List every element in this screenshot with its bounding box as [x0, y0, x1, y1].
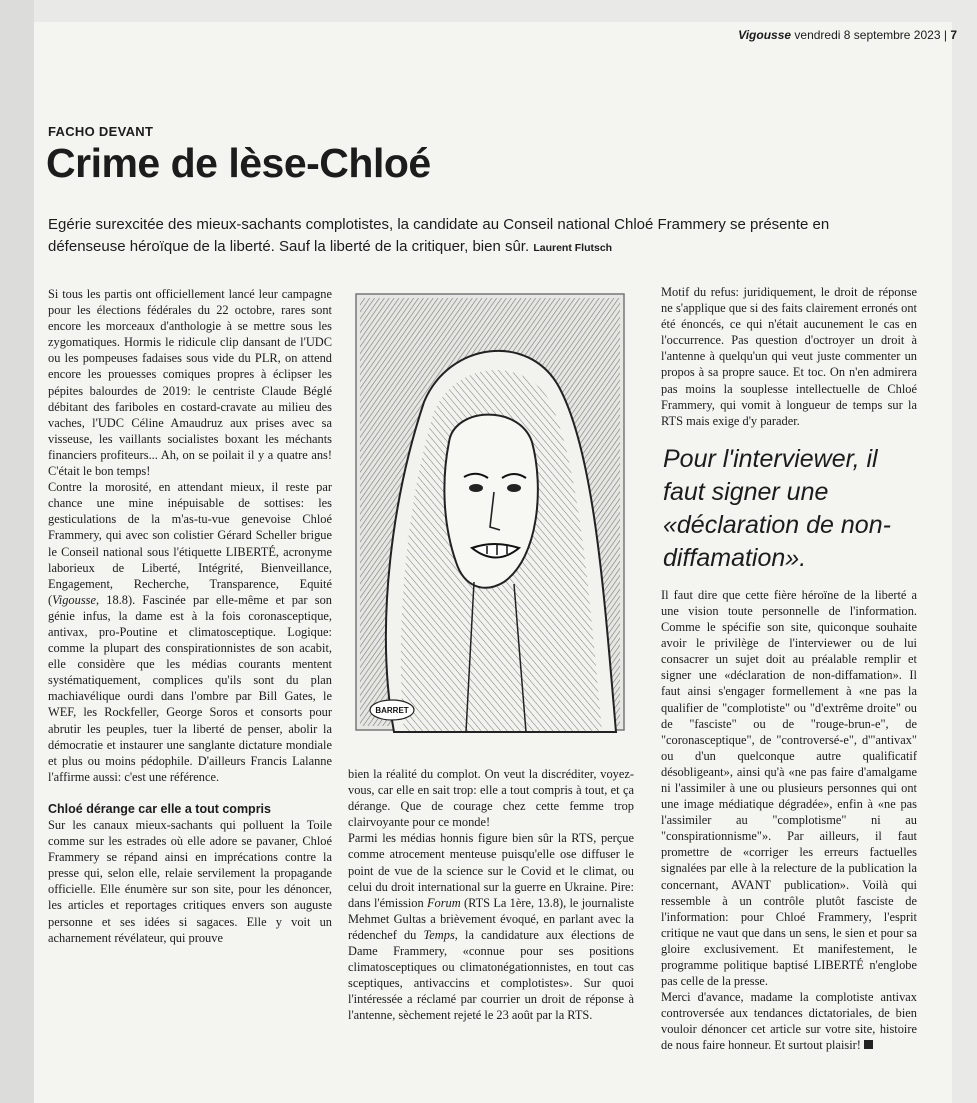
article-title: Crime de lèse-Chloé — [46, 140, 431, 186]
text-run: Contre la morosité, en attendant mieux, il reste par chance une mine inépuisable de sottises: les gesticulations de la m'as-tu-vue genevoise Chloé Frammery, qui avec son colistier Gérard Scheller brigue le Conseil national sous l'étiquette LIBERTÉ, acronyme laborieux de Liberté, Intégrité, Bienveillance, Engagement, Recherche, Transparence, Equité ( — [48, 480, 332, 607]
paragraph — [661, 989, 917, 1053]
issue-date: vendredi 8 septembre 2023 — [794, 28, 941, 42]
paragraph: Si tous les partis ont officiellement lancé leur campagne pour les élections fédérales du 22 octobre, rares sont encore les morceaux d'anthologie à se mettre sous les zygomatiques. Hormis le ridicule clip dansant de l'UDC ou les pompeuses fadaises sous vide du PLR, on attend encore les prouesses comiques propres à éclipser les pépites balourdes de 2019: le centriste Claude Béglé débitant des fariboles en costard-cravate au milieu des vaches, l'UDC Céline Amaudruz aux prises avec sa visseuse, les vaillants socialistes boxant les méchants financiers profiteurs... Ah, on se poilait il y a quatre ans! C'était le bon temps! — [48, 287, 332, 479]
paragraph: Sur les canaux mieux-sachants qui polluent la Toile comme sur les estrades où elle adore se pavaner, Chloé Frammery se répand ainsi en imprécations contre la presse qui, selon elle, relaie servilement la propagande officielle. Elle énumère sur son site, pour les dénoncer, les articles et reportages critiques envers son auguste personne et ses idées si sagaces. Elle y voit un acharnement révélateur, qui prouve — [48, 818, 332, 945]
newspaper-name: Temps — [423, 927, 455, 942]
publication-ref: Vigousse — [52, 592, 96, 607]
text-run: , la candidature aux élections de Dame Frammery, «connue pour ses positions climatosceptiques ou climatonégationnistes, en tout cas sceptiques, antivaccins et complotistes». Sur quoi l'intéressée a réclamé par courrier un droit de réponse à l'antenne, sèchement rejeté le 23 août par la RTS. — [348, 927, 634, 1023]
program-name: Forum — [426, 895, 461, 910]
paragraph: Motif du refus: juridiquement, le droit de réponse ne s'applique que si des faits clairement erronés ont été énoncés, ce qui n'était aucunement le cas en l'occurrence. Pas question d'octroyer un droit à l'antenne à quelqu'un qui veut juste commenter un propos à sa propre sauce. Et toc. On n'en admirera pas moins la souplesse intellectuelle de Chloé Frammery, qui vomit à longueur de temps sur la RTS mais exige d'y parader. — [661, 285, 917, 428]
paragraph — [348, 830, 634, 1023]
dek-text: Egérie surexcitée des mieux-sachants complotistes, la candidate au Conseil national Chloé Frammery se présente en défenseuse héroïque de la liberté. Sauf la liberté de la critiquer, bien sûr. — [48, 216, 830, 255]
scan-edge — [0, 0, 34, 1103]
portrait-illustration — [354, 292, 626, 736]
text-run: Merci d'avance, madame la complotiste antivax controversée aux tendances dictatoriales, de bien vouloir dénoncer cet article sur votre site, histoire de nous faire honneur. Et surtout plaisir! — [661, 990, 917, 1053]
article-kicker: FACHO DEVANT — [48, 124, 154, 139]
folio-separator: | — [943, 28, 947, 42]
paragraph: Il faut dire que cette fière héroïne de la liberté a une vision toute personnelle de l'information. Comme le spécifie son site, quiconque souhaite avoir le privilège de l'interviewer ou de lui consacrer un sujet doit au préalable remplir et signer une «déclaration de non-diffamation». Il faut ainsi s'engager formellement à «ne pas la qualifier de "complotiste" ou "d'extrême droite" ou de "fasciste" ou de "rouge-brun-e", de "coronasceptique", de "controversé-e", d'"antivax" ou d'un quelconque autre qualificatif désobligeant», ainsi qu'à «ne pas faire d'amalgame ni l'assimiler à une ou plusieurs personnes qui ont une image médiatique dégradée», enfin à «ne pas l'assimiler au "complotisme" ni au "conspirationnisme"». Par ailleurs, il faut promettre de «corriger les erreurs factuelles signalées par elle à la relecture de la publication la concernant, AVANT publication». Voilà qui ressemble à un contrôle plutôt fasciste de l'information: pour Chloé Frammery, l'esprit critique ne vaut que dans un sens, le sien et pour sa gloire exclusivement. Et manifestement, le programme politique baptisé LIBERTÉ n'englobe pas celle de la presse. — [661, 587, 917, 989]
text-run: Parmi les médias honnis figure bien sûr la RTS, perçue comme atrocement menteuse puisqu'elle ose diffuser le point de vue de la science sur le Covid et le climat, ou celui du droit international sur la guerre en Ukraine. Pire: dans l'émission — [348, 831, 634, 910]
section-subhead: Chloé dérange car elle a tout compris — [48, 801, 271, 816]
text-run: (RTS La 1ère, 13.8), le journaliste Mehmet Gultas a brièvement évoqué, en parlant avec la rédenchef du — [348, 895, 634, 942]
column-3 — [661, 284, 917, 1054]
paragraph — [48, 479, 332, 785]
page-folio — [738, 28, 957, 42]
pull-quote: Pour l'interviewer, il faut signer une «déclaration de non-diffamation». — [663, 444, 891, 572]
article-author: Laurent Flutsch — [533, 242, 613, 254]
illustrator-signature: BARRET — [375, 706, 409, 715]
column-1 — [48, 286, 332, 946]
paragraph: bien la réalité du complot. On veut la discréditer, voyez-vous, car elle en sait trop: elle a tout compris à tout, et ça dérange. Que de courage chez cette femme trop clairvoyante pour ce monde! — [348, 767, 634, 830]
magazine-name: Vigousse — [738, 28, 792, 42]
article-dek — [48, 214, 888, 259]
text-run: , 18.8). Fascinée par elle-même et par son génie infus, la dame est à la fois coronasceptique, antivax, pro-Poutine et climatosceptique. Logique: comme la plupart des conspirationnistes de son acabit, elle considère que les médias courants mentent systématiquement, complices qu'ils sont du plan machiavélique ourdi dans l'ombre par Bill Gates, le WEF, les Rockfeller, George Soros et consorts pour abrutir les peuples, tuer la liberté de penser, abolir la démocratie et instaurer une sanglante dictature mondiale et plus ou moins pédophile. D'ailleurs Francis Lalanne l'affirme aussi: c'est une référence. — [48, 592, 332, 784]
page-number: 7 — [950, 28, 957, 42]
column-2 — [348, 766, 634, 1024]
end-mark-icon — [864, 1040, 873, 1049]
